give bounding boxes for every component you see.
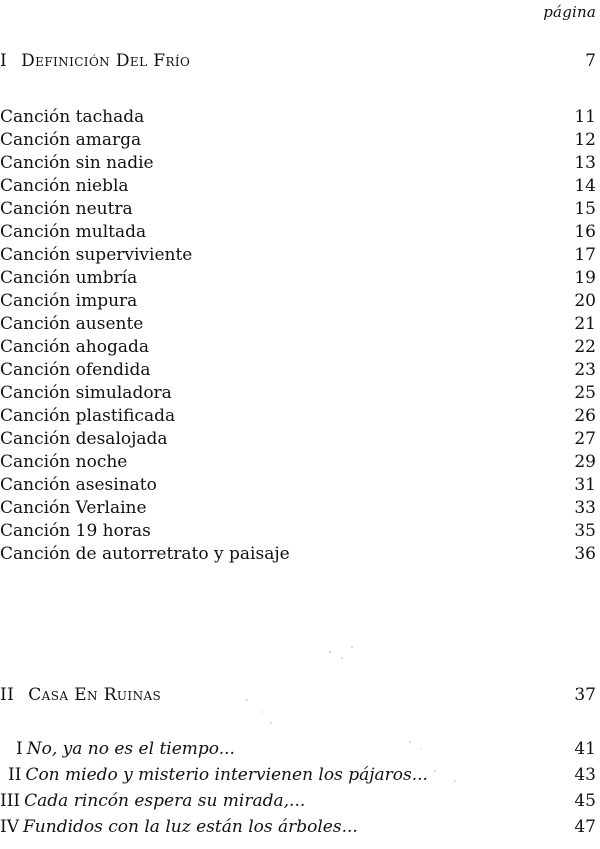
toc-entry-page-number: 20 [574, 291, 596, 311]
toc-entry-title: Canción niebla [0, 176, 129, 196]
toc-entry-page-number: 23 [574, 360, 596, 380]
toc-poem-label [0, 764, 428, 786]
toc-entry-page-number: 45 [574, 791, 596, 811]
toc-entry-title: Canción asesinato [0, 475, 157, 495]
toc-entry [0, 497, 596, 519]
toc-poem-entry [0, 816, 596, 838]
toc-entry-title: Canción 19 horas [0, 521, 151, 541]
toc-entry [0, 405, 596, 427]
toc-entry [0, 175, 596, 197]
poem-roman-numeral: I [16, 739, 23, 759]
section-page-number: 7 [585, 51, 596, 71]
toc-entry-page-number: 33 [574, 498, 596, 518]
toc-entry [0, 474, 596, 496]
toc-entry-title: Canción tachada [0, 107, 145, 127]
toc-entry-page-number: 16 [574, 222, 596, 242]
toc-poem-entry [0, 790, 596, 812]
toc-poem-entry [0, 764, 596, 786]
toc-poem-label [0, 790, 305, 812]
toc-entry-page-number: 15 [574, 199, 596, 219]
toc-entry-title: Canción impura [0, 291, 138, 311]
section-title: Casa En Ruinas [28, 685, 162, 705]
poem-roman-numeral: IV [0, 817, 19, 837]
toc-entry-title: Canción ahogada [0, 337, 149, 357]
toc-entry-page-number: 14 [574, 176, 596, 196]
toc-entry [0, 336, 596, 358]
toc-entry-title: Canción ofendida [0, 360, 151, 380]
toc-entry-page-number: 26 [574, 406, 596, 426]
toc-entry-title: Canción neutra [0, 199, 133, 219]
toc-entry [0, 221, 596, 243]
section-roman-numeral: I [0, 51, 8, 71]
toc-entry-page-number: 36 [574, 544, 596, 564]
poem-first-line: Cada rincón espera su mirada,... [24, 791, 306, 811]
poem-roman-numeral: III [0, 791, 21, 811]
toc-entry [0, 382, 596, 404]
toc-entry [0, 106, 596, 128]
toc-poem-entry [0, 738, 596, 760]
poem-roman-numeral: II [8, 765, 22, 785]
toc-entry-page-number: 43 [574, 765, 596, 785]
section-title: Definición Del Frío [21, 51, 191, 71]
toc-entry-page-number: 13 [574, 153, 596, 173]
toc-entry-title: Canción amarga [0, 130, 142, 150]
section-page-number: 37 [574, 685, 596, 705]
toc-entry-page-number: 21 [574, 314, 596, 334]
toc-entry [0, 244, 596, 266]
toc-entry [0, 428, 596, 450]
section-heading-1 [0, 50, 596, 72]
toc-entry [0, 520, 596, 542]
toc-entry-page-number: 22 [574, 337, 596, 357]
toc-entry [0, 451, 596, 473]
toc-entry-page-number: 29 [574, 452, 596, 472]
toc-entry-page-number: 19 [574, 268, 596, 288]
toc-entry-page-number: 17 [574, 245, 596, 265]
poem-first-line: Fundidos con la luz están los árboles... [23, 817, 358, 837]
toc-entry [0, 198, 596, 220]
toc-entry [0, 267, 596, 289]
toc-entry-title: Canción plastificada [0, 406, 176, 426]
toc-entry [0, 129, 596, 151]
toc-entry-page-number: 11 [574, 107, 596, 127]
toc-entry-page-number: 12 [574, 130, 596, 150]
toc-poem-label [0, 816, 358, 838]
toc-entry-page-number: 31 [574, 475, 596, 495]
toc-entry-title: Canción Verlaine [0, 498, 147, 518]
toc-entry-page-number: 35 [574, 521, 596, 541]
toc-entry-title: Canción sin nadie [0, 153, 154, 173]
toc-entry-title: Canción multada [0, 222, 147, 242]
poem-first-line: Con miedo y misterio intervienen los pájaros... [25, 765, 428, 785]
toc-entry-title: Canción noche [0, 452, 128, 472]
toc-entry-page-number: 25 [574, 383, 596, 403]
toc-entry [0, 290, 596, 312]
toc-entry-page-number: 41 [574, 739, 596, 759]
poem-first-line: No, ya no es el tiempo... [26, 739, 235, 759]
toc-entry-page-number: 27 [574, 429, 596, 449]
toc-entry-title: Canción simuladora [0, 383, 172, 403]
section-heading-label [0, 50, 190, 72]
toc-entry [0, 152, 596, 174]
toc-entry-page-number: 47 [574, 817, 596, 837]
toc-entry [0, 543, 596, 565]
section-heading-label [0, 684, 161, 706]
toc-entry [0, 359, 596, 381]
toc-entry-title: Canción de autorretrato y paisaje [0, 544, 290, 564]
section-heading-2 [0, 684, 596, 706]
page-column-header: página [543, 3, 596, 21]
toc-entry-title: Canción umbría [0, 268, 138, 288]
toc-entry-title: Canción desalojada [0, 429, 168, 449]
toc-entry-title: Canción superviviente [0, 245, 193, 265]
toc-poem-label [0, 738, 235, 760]
toc-entry [0, 313, 596, 335]
toc-entry-title: Canción ausente [0, 314, 144, 334]
section-roman-numeral: II [0, 685, 15, 705]
